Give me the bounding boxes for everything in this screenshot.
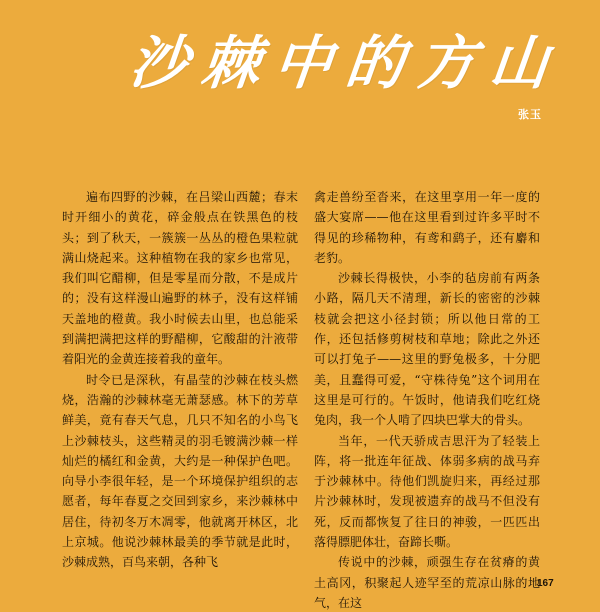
article-title: 沙棘中的方山	[126, 29, 566, 97]
right-column	[314, 187, 540, 612]
paragraph: 沙棘长得极快，小李的毡房前有两条小路，隔几天不清理，新长的密密的沙棘枝就会把这小径封锁；所以他日常的工作，还包括修剪树枝和草地；除此之外还可以打兔子——这里的野兔极多，十分肥美，且蠢得可爱，“守株待兔”这个词用在这里是可行的。午饭时，他请我们吃红烧兔肉，我一个人啃了四块巴掌大的骨头。	[314, 271, 540, 428]
left-column	[62, 187, 298, 573]
author-name: 张玉	[518, 108, 542, 121]
paragraph: 时令已是深秋，有晶莹的沙棘在枝头燃烧，浩瀚的沙棘林毫无萧瑟感。林下的芳草鲜美，竟有春天气息，几只不知名的小鸟飞上沙棘枝头，这些精灵的羽毛镀满沙棘一样灿烂的橘红和金黄，大约是一种保护色吧。向导小李很年轻，是一个环境保护组织的志愿者，每年春夏之交回到家乡，来沙棘林中居住，待初冬万木凋零，他就离开林区，北上京城。他说沙棘林最美的季节就是此时，沙棘成熟，百鸟来朝，各种飞	[62, 372, 298, 570]
paragraph-continued: 禽走兽纷至沓来，在这里享用一年一度的盛大宴席——他在这里看到过许多平时不得见的珍稀物种，有鸢和鹞子，还有麝和老豹。	[314, 190, 540, 265]
page-number: 167	[537, 578, 554, 589]
paragraph: 遍布四野的沙棘，在吕梁山西麓；春末时开细小的黄花，碎金般点在铁黑色的枝头；到了秋天，一簇簇一丛丛的橙色果粒就满山烧起来。这种植物在我的家乡也常见，我们叫它醋柳，但是零星而分散，不是成片的；没有这样漫山遍野的林子，没有这样铺天盖地的橙黄。我小时候去山里，也总能采到满把满把这样的野醋柳，它酸甜的汁液带着阳光的金黄连接着我的童年。	[62, 190, 298, 367]
paragraph: 当年，一代天骄成吉思汗为了轻装上阵，将一批连年征战、体弱多病的战马弃于沙棘林中。待他们凯旋归来，再经过那片沙棘林时，发现被遗弃的战马不但没有死，反而都恢复了往日的神骏，一匹匹出落得膘肥体壮，奋蹄长嘶。	[314, 433, 540, 550]
paragraph: 传说中的沙棘，顽强生存在贫瘠的黄土高冈，积聚起人迹罕至的荒凉山脉的地气，在这	[314, 555, 540, 610]
